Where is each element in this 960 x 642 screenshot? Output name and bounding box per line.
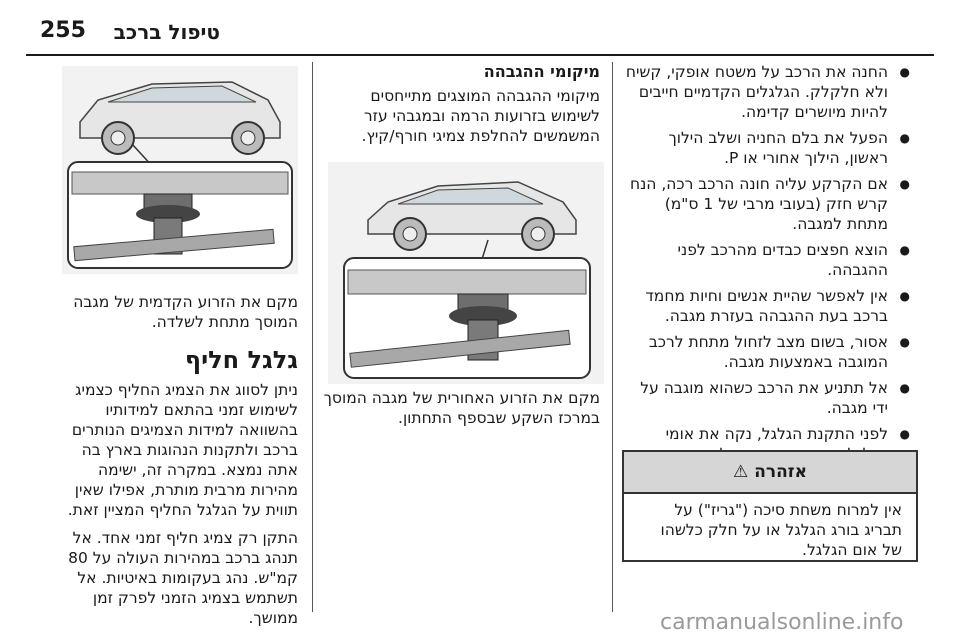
right-column xyxy=(624,62,914,470)
rear-jack-illustration xyxy=(328,162,604,384)
list-item: ● אין לאפשר שהיית אנשים וחיות מחמד ברכב בעת ההגבהה בעזרת מגבה. xyxy=(624,286,914,326)
warning-triangle-icon: ⚠ xyxy=(733,462,749,482)
spare-wheel-para-2: התקן רק צמיג חליף זמני אחד. אל תנהג ברכב במהירות העולה על 80 קמ"ש. נהג בעקומות באיטיות. אל תשתמש בצמיג הזמני לפרק זמן ממושך. xyxy=(68,529,298,627)
list-item: ● הוצא חפצים כבדים מהרכב לפני ההגבהה. xyxy=(624,240,914,280)
column-divider-left xyxy=(312,62,313,612)
warning-text: אין למרוח משחת סיכה ("גריז") על תבריג בורג הגלגל או על חלק כלשהו של אום הגלגל. xyxy=(660,501,902,559)
middle-column xyxy=(320,62,600,146)
front-jack-illustration xyxy=(62,66,298,274)
list-item: ● לפני התקנת הגלגל, נקה את אומי xyxy=(624,424,914,464)
spare-wheel-heading: גלגל חליף xyxy=(184,346,298,374)
list-item: ● הפעל את בלם החניה ושלב הילוך ראשון, הילוך אחורי או P. xyxy=(624,128,914,168)
list-item: ● אסור, בשום מצב לזחול מתחת לרכב המוגבה באמצעות מגבה. xyxy=(624,332,914,372)
header-rule xyxy=(26,54,934,56)
precautions-list xyxy=(624,62,914,464)
left-column xyxy=(62,292,298,628)
warning-title: אזהרה xyxy=(754,462,807,482)
lifting-points-heading: מיקומי ההגבהה xyxy=(483,62,600,81)
middle-caption-block xyxy=(320,388,600,428)
page-number: 255 xyxy=(40,18,86,43)
watermark: carmanualsonline.info xyxy=(660,610,904,635)
front-lift-point-illustration xyxy=(62,66,298,274)
list-item: ● אל תתניע את הרכב כשהוא מוגבה על ידי מגבה. xyxy=(624,378,914,418)
list-item: ● אם הקרקע עליה חונה הרכב רכה, הנח קרש חזק (בעובי מרבי של 1 ס"מ) מתחת למגבה. xyxy=(624,174,914,234)
lifting-points-intro: מיקומי ההגבהה המוצגים מתייחסים לשימוש בזרועות הרמה ובמגבהי עזר המשמשים להחלפת צמיגי חורף/קיץ. xyxy=(361,87,600,145)
section-title: טיפול ברכב xyxy=(113,20,220,44)
column-divider-right xyxy=(612,62,613,612)
rear-lift-point-illustration xyxy=(328,162,604,384)
warning-box xyxy=(622,450,918,562)
rear-lift-caption: מקם את הזרוע האחורית של מגבה המוסך במרכז השקע שבספף התחתון. xyxy=(323,389,600,427)
page-header xyxy=(0,14,960,54)
warning-header xyxy=(624,452,916,494)
spare-wheel-para-1: ניתן לסווג את הצמיג החליף כצמיג לשימוש זמני בהתאם למידותיו בהשוואה למידות הצמיגים הנותרים ברכב ולתקנות הנהוגות בארץ בה אתה נמצא. במקרה זה, ישימה מהירות מרבית מותרת, אפילו שאין תווית על הגלגל החליף המציין זאת. xyxy=(67,381,298,519)
list-item: ● החנה את הרכב על משטח אופקי, קשיח ולא חלקלק. הגלגלים הקדמיים חייבים להיות מיושרים קדימה. xyxy=(624,62,914,122)
front-lift-caption: מקם את הזרוע הקדמית של מגבה המוסך מתחת לשלדה. xyxy=(73,293,298,331)
